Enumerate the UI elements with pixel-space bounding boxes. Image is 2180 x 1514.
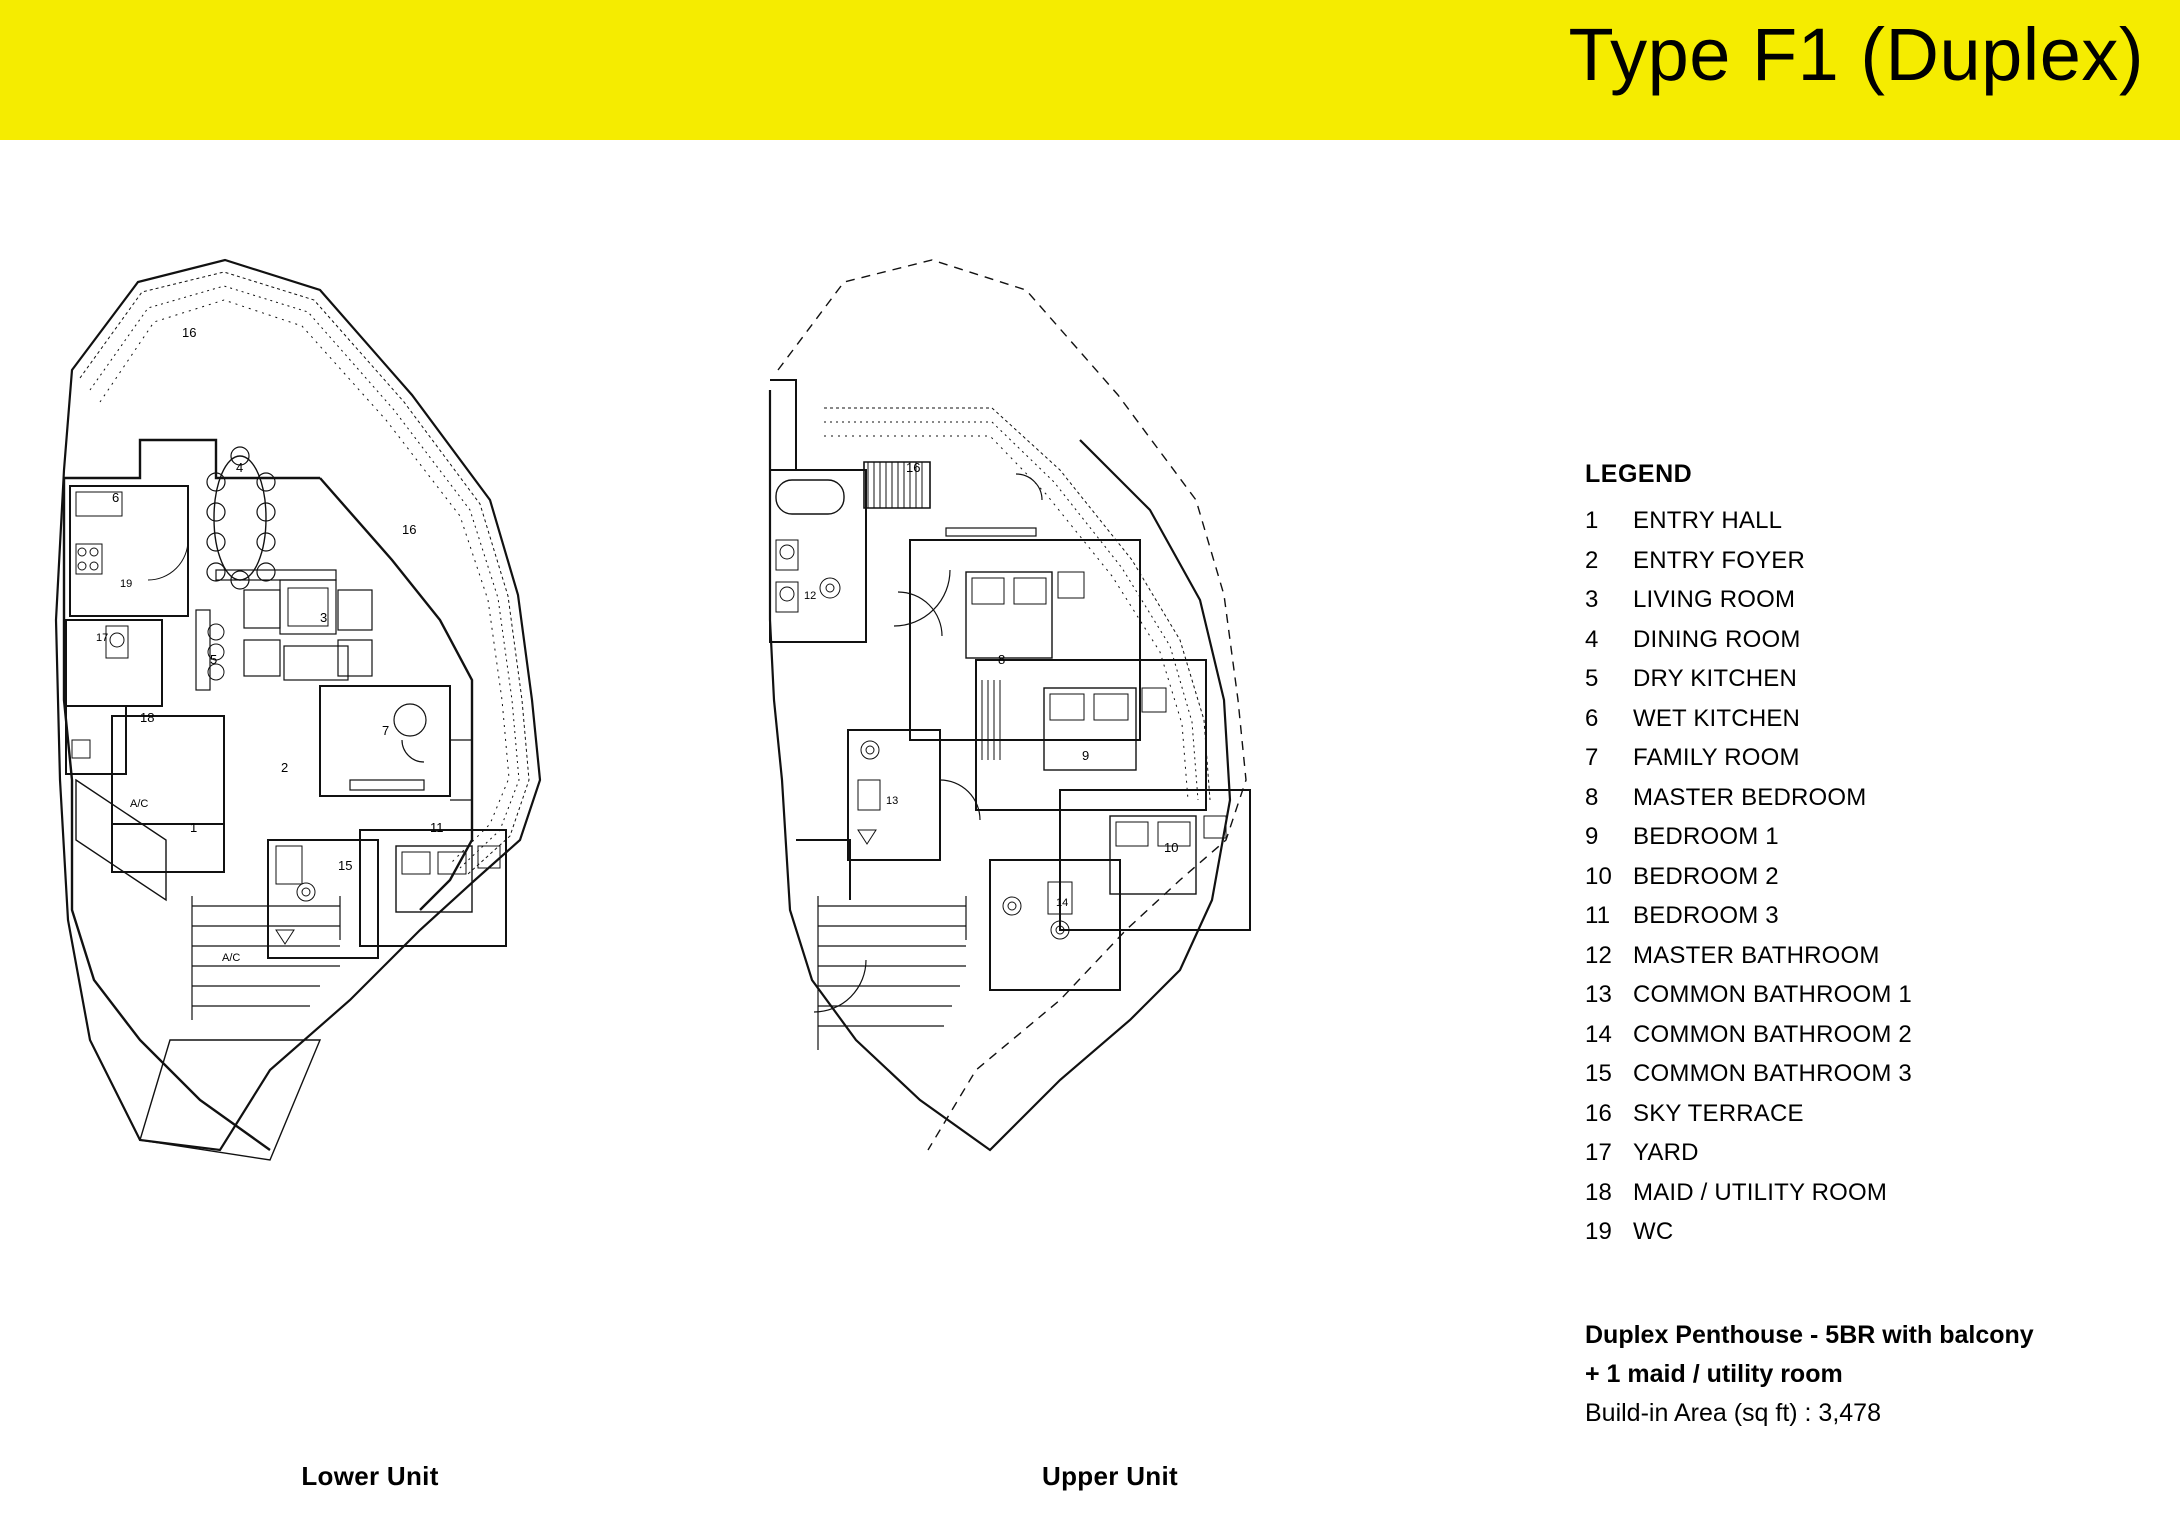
legend-item-number: 13	[1585, 981, 1613, 1008]
legend-item-label: BEDROOM 2	[1633, 862, 1779, 890]
legend-item	[1585, 902, 2145, 930]
legend-item	[1585, 665, 2145, 693]
room-number: 17	[96, 632, 109, 644]
room-number: 2	[281, 760, 289, 775]
legend-item-number: 19	[1585, 1218, 1613, 1245]
legend-item	[1585, 507, 2145, 535]
legend-item-number: 2	[1585, 546, 1599, 574]
unit-description-line2: + 1 maid / utility room	[1585, 1360, 1843, 1389]
legend-item-number: 16	[1585, 1099, 1613, 1127]
legend-item-label: WC	[1633, 1218, 1674, 1245]
legend-title: LEGEND	[1585, 460, 1693, 488]
legend-item-number: 1	[1585, 507, 1599, 534]
legend-item-number: 4	[1585, 625, 1599, 653]
legend-item	[1585, 1218, 2145, 1246]
room-number: 8	[998, 652, 1006, 667]
legend-item-number: 8	[1585, 783, 1599, 811]
legend-item-label: BEDROOM 3	[1633, 902, 1779, 929]
room-number: 11	[430, 820, 444, 835]
lower-unit-caption: Lower Unit	[301, 1461, 439, 1491]
legend-item-label: MASTER BEDROOM	[1633, 783, 1867, 811]
legend-item	[1585, 1139, 2145, 1167]
legend-item-label: YARD	[1633, 1139, 1699, 1166]
legend-item	[1585, 626, 2145, 654]
room-number: 10	[1164, 840, 1179, 855]
legend-item-label: DINING ROOM	[1633, 625, 1801, 653]
upper-unit-caption: Upper Unit	[1042, 1461, 1178, 1491]
legend-item	[1585, 1021, 2145, 1049]
legend-item-label: WET KITCHEN	[1633, 704, 1801, 732]
legend-item	[1585, 705, 2145, 733]
legend-item-label: FAMILY ROOM	[1633, 744, 1800, 771]
legend-item	[1585, 784, 2145, 812]
legend-item-label: ENTRY FOYER	[1633, 546, 1806, 574]
legend-item	[1585, 942, 2145, 970]
legend-item-label: LIVING ROOM	[1633, 586, 1796, 613]
room-number: 16	[906, 460, 921, 475]
legend-item-label: SKY TERRACE	[1633, 1099, 1804, 1127]
legend-list	[1585, 507, 2145, 1246]
page-title: Type F1 (Duplex)	[1568, 13, 2144, 96]
legend-item-number: 15	[1585, 1060, 1613, 1087]
legend-item	[1585, 823, 2145, 851]
legend-item-label: MASTER BATHROOM	[1633, 941, 1880, 969]
legend-item	[1585, 547, 2145, 575]
legend-item-number: 5	[1585, 665, 1599, 692]
legend-item-number: 6	[1585, 704, 1599, 732]
lower-unit-drawing	[20, 140, 760, 1430]
legend-item	[1585, 981, 2145, 1009]
legend-item-label: COMMON BATHROOM 1	[1633, 981, 1912, 1008]
legend-item	[1585, 1100, 2145, 1128]
legend-item-number: 17	[1585, 1139, 1613, 1166]
room-number: 7	[382, 723, 390, 738]
room-number: 14	[1056, 897, 1069, 909]
legend	[1585, 460, 2145, 1258]
room-number: 5	[210, 652, 218, 667]
legend-item-number: 3	[1585, 586, 1599, 613]
legend-item-label: BEDROOM 1	[1633, 823, 1779, 850]
legend-item-label: DRY KITCHEN	[1633, 665, 1798, 692]
room-number: 12	[804, 590, 817, 602]
legend-item-number: 11	[1585, 902, 1611, 929]
legend-item-label: ENTRY HALL	[1633, 507, 1783, 534]
built-in-area: Build-in Area (sq ft) : 3,478	[1585, 1398, 1881, 1427]
unit-description-line1: Duplex Penthouse - 5BR with balcony	[1585, 1321, 2034, 1349]
legend-item	[1585, 1060, 2145, 1088]
legend-item-number: 14	[1585, 1020, 1613, 1048]
ac-ledge-label: A/C	[222, 952, 241, 964]
room-number: 4	[236, 460, 244, 475]
room-number: 13	[886, 795, 899, 807]
header-band	[0, 0, 2180, 140]
room-number: 16	[182, 325, 197, 340]
ac-ledge-label: A/C	[130, 798, 149, 810]
legend-item-label: COMMON BATHROOM 3	[1633, 1060, 1912, 1087]
room-number: 15	[338, 858, 353, 873]
lower-unit-plan	[20, 140, 760, 1514]
legend-item-number: 12	[1585, 941, 1613, 969]
room-number: 9	[1082, 748, 1090, 763]
floorplans-area	[0, 140, 1560, 1514]
room-number: 3	[320, 610, 328, 625]
room-number: 16	[402, 522, 417, 537]
legend-item-number: 9	[1585, 823, 1599, 850]
upper-unit-plan	[760, 140, 1500, 1514]
legend-item-number: 7	[1585, 744, 1599, 771]
legend-item-number: 10	[1585, 862, 1613, 890]
legend-item	[1585, 586, 2145, 614]
upper-unit-drawing	[760, 140, 1500, 1430]
room-number: 19	[120, 578, 133, 590]
legend-item	[1585, 744, 2145, 772]
legend-item	[1585, 863, 2145, 891]
legend-item-label: MAID / UTILITY ROOM	[1633, 1178, 1888, 1206]
room-number: 6	[112, 490, 120, 505]
legend-item-label: COMMON BATHROOM 2	[1633, 1020, 1912, 1048]
room-number: 18	[140, 710, 155, 725]
unit-summary	[1585, 1320, 2165, 1428]
legend-item	[1585, 1179, 2145, 1207]
room-number: 1	[190, 820, 198, 835]
legend-item-number: 18	[1585, 1178, 1613, 1206]
